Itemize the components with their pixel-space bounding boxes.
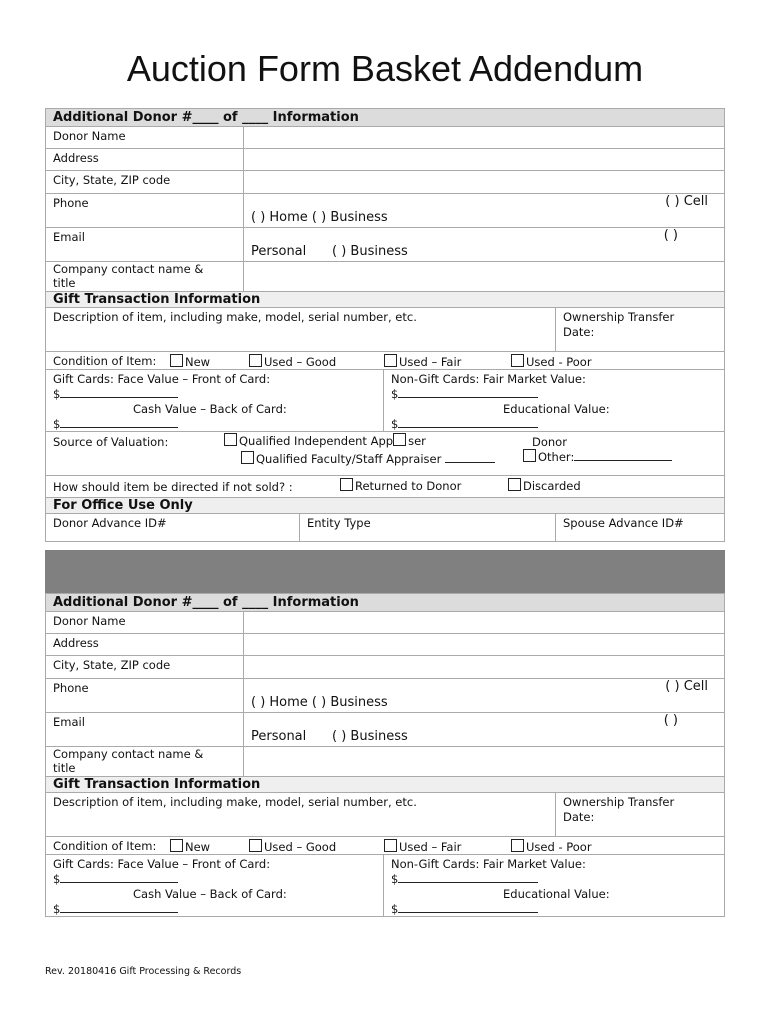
giftcards-face-label: Gift Cards: Face Value – Front of Card:	[53, 372, 271, 386]
email-field[interactable]	[244, 713, 724, 746]
company-label-line2: title	[53, 276, 76, 290]
description-field[interactable]	[46, 793, 556, 836]
other-label: Other:	[538, 450, 575, 464]
giftcards-row	[45, 855, 725, 917]
donor-advance-field[interactable]	[46, 514, 300, 541]
footer-revision: Rev. 20180416 Gift Processing & Records	[45, 966, 242, 977]
phone-home-business-option[interactable]: ( ) Home ( ) Business	[251, 695, 388, 710]
donor-name-row	[45, 612, 725, 634]
ownership-date-label: Date:	[563, 325, 595, 339]
condition-poor-checkbox[interactable]	[511, 354, 524, 367]
office-use-header: For Office Use Only	[45, 498, 725, 514]
ownership-label: Ownership Transfer	[563, 795, 675, 809]
condition-new-label: New	[185, 355, 211, 369]
address-row	[45, 149, 725, 171]
educational-label: Educational Value:	[503, 887, 610, 901]
city-label: City, State, ZIP code	[46, 656, 244, 678]
email-field[interactable]	[244, 228, 724, 261]
condition-field	[46, 839, 724, 854]
unsold-field	[46, 476, 724, 497]
nongift-label: Non-Gift Cards: Fair Market Value:	[391, 372, 586, 386]
phone-label: Phone	[46, 194, 244, 227]
condition-fair-checkbox[interactable]	[384, 354, 397, 367]
face-value-blank[interactable]	[60, 872, 178, 883]
other-checkbox[interactable]	[523, 449, 536, 462]
cash-value-blank[interactable]	[60, 417, 178, 428]
faculty-appraiser-label: Qualified Faculty/Staff Appraiser	[256, 452, 442, 466]
condition-new-label: New	[185, 840, 211, 854]
giftcards-right	[384, 370, 724, 431]
email-row	[45, 713, 725, 747]
condition-label: Condition of Item:	[53, 354, 157, 368]
donor-name-label: Donor Name	[46, 612, 244, 633]
condition-label: Condition of Item:	[53, 839, 157, 853]
office-row	[45, 514, 725, 542]
educational-value-blank[interactable]	[398, 417, 538, 428]
cash-value-blank[interactable]	[60, 902, 178, 913]
company-row	[45, 747, 725, 777]
condition-good-label: Used – Good	[264, 840, 337, 854]
condition-fair-label: Used – Fair	[399, 355, 462, 369]
discarded-label: Discarded	[523, 479, 581, 493]
donor-option-label: Donor	[532, 435, 567, 449]
condition-fair-checkbox[interactable]	[384, 839, 397, 852]
faculty-blank[interactable]	[445, 452, 495, 463]
giftcards-cash-label: Cash Value – Back of Card:	[133, 402, 287, 416]
address-label: Address	[46, 634, 244, 655]
gift-transaction-header: Gift Transaction Information	[45, 292, 725, 308]
address-field[interactable]	[244, 634, 724, 655]
section-separator	[45, 550, 725, 594]
address-field[interactable]	[244, 149, 724, 170]
description-label: Description of item, including make, model, serial number, etc.	[53, 310, 417, 324]
phone-cell-option[interactable]: ( ) Cell	[665, 194, 708, 209]
educational-value-blank[interactable]	[398, 902, 538, 913]
company-label-line1: Company contact name &	[53, 747, 204, 761]
other-blank[interactable]	[574, 450, 672, 461]
page-title: Auction Form Basket Addendum	[126, 48, 644, 89]
email-label: Email	[46, 713, 244, 746]
giftcards-cash-label: Cash Value – Back of Card:	[133, 887, 287, 901]
company-label-line2: title	[53, 761, 76, 775]
condition-new-checkbox[interactable]	[170, 839, 183, 852]
donor-name-field[interactable]	[244, 612, 724, 633]
email-personal-option[interactable]: Personal	[251, 244, 307, 259]
phone-label: Phone	[46, 679, 244, 712]
unsold-row	[45, 476, 725, 498]
entity-type-field[interactable]	[300, 514, 556, 541]
description-row	[45, 793, 725, 837]
appraiser-suffix: ser	[408, 434, 426, 448]
giftcards-row	[45, 370, 725, 432]
giftcards-left	[46, 855, 384, 916]
condition-new-checkbox[interactable]	[170, 354, 183, 367]
city-row	[45, 656, 725, 679]
educational-label: Educational Value:	[503, 402, 610, 416]
dollar-sign: $	[391, 417, 399, 431]
condition-poor-label: Used - Poor	[526, 355, 592, 369]
dollar-sign: $	[53, 872, 61, 886]
ownership-field[interactable]	[556, 793, 724, 836]
phone-field[interactable]	[244, 194, 724, 227]
giftcards-face-label: Gift Cards: Face Value – Front of Card:	[53, 857, 271, 871]
dollar-sign: $	[53, 417, 61, 431]
city-field[interactable]	[244, 656, 724, 678]
market-value-blank[interactable]	[398, 872, 538, 883]
condition-row	[45, 352, 725, 370]
city-row	[45, 171, 725, 194]
address-label: Address	[46, 149, 244, 170]
unsold-question: How should item be directed if not sold? :	[53, 480, 293, 494]
donor-section-2	[45, 593, 725, 917]
city-label: City, State, ZIP code	[46, 171, 244, 193]
company-field[interactable]	[244, 262, 724, 291]
giftcards-right	[384, 855, 724, 916]
qualified-independent-label: Qualified Independent App	[239, 434, 394, 448]
discarded-checkbox[interactable]	[508, 478, 521, 491]
ownership-date-label: Date:	[563, 810, 595, 824]
email-business-option[interactable]: ( ) Business	[332, 729, 408, 744]
returned-label: Returned to Donor	[355, 479, 462, 493]
email-paren-option[interactable]: ( )	[663, 228, 678, 243]
spouse-advance-field[interactable]	[556, 514, 724, 541]
phone-home-business-option[interactable]: ( ) Home ( ) Business	[251, 210, 388, 225]
description-field[interactable]	[46, 308, 556, 351]
email-business-option[interactable]: ( ) Business	[332, 244, 408, 259]
returned-checkbox[interactable]	[340, 478, 353, 491]
email-personal-option[interactable]: Personal	[251, 729, 307, 744]
description-label: Description of item, including make, model, serial number, etc.	[53, 795, 417, 809]
entity-type-label: Entity Type	[307, 516, 371, 530]
dollar-sign: $	[53, 902, 61, 916]
donor-header: Additional Donor #____ of ____ Information	[45, 593, 725, 612]
phone-row	[45, 194, 725, 228]
donor-name-label: Donor Name	[46, 127, 244, 148]
condition-good-checkbox[interactable]	[249, 354, 262, 367]
market-value-blank[interactable]	[398, 387, 538, 398]
condition-good-label: Used – Good	[264, 355, 337, 369]
appraiser-checkbox[interactable]	[393, 433, 406, 446]
condition-poor-checkbox[interactable]	[511, 839, 524, 852]
ownership-label: Ownership Transfer	[563, 310, 675, 324]
qualified-independent-checkbox[interactable]	[224, 433, 237, 446]
email-row	[45, 228, 725, 262]
dollar-sign: $	[391, 902, 399, 916]
donor-header: Additional Donor #____ of ____ Information	[45, 108, 725, 127]
condition-row	[45, 837, 725, 855]
valuation-field	[46, 432, 724, 475]
valuation-label: Source of Valuation:	[53, 435, 169, 449]
phone-row	[45, 679, 725, 713]
donor-name-field[interactable]	[244, 127, 724, 148]
email-label: Email	[46, 228, 244, 261]
faculty-appraiser-checkbox[interactable]	[241, 451, 254, 464]
company-field[interactable]	[244, 747, 724, 776]
description-row	[45, 308, 725, 352]
dollar-sign: $	[391, 387, 399, 401]
company-label	[46, 747, 244, 776]
spouse-advance-label: Spouse Advance ID#	[563, 516, 684, 530]
condition-good-checkbox[interactable]	[249, 839, 262, 852]
donor-name-row	[45, 127, 725, 149]
company-row	[45, 262, 725, 292]
donor-section-1	[45, 108, 725, 542]
address-row	[45, 634, 725, 656]
condition-field	[46, 354, 724, 369]
ownership-field[interactable]	[556, 308, 724, 351]
giftcards-left	[46, 370, 384, 431]
phone-cell-option[interactable]: ( ) Cell	[665, 679, 708, 694]
phone-field[interactable]	[244, 679, 724, 712]
gift-transaction-header: Gift Transaction Information	[45, 777, 725, 793]
dollar-sign: $	[391, 872, 399, 886]
dollar-sign: $	[53, 387, 61, 401]
company-label-line1: Company contact name &	[53, 262, 204, 276]
donor-advance-label: Donor Advance ID#	[53, 516, 167, 530]
valuation-row	[45, 432, 725, 476]
company-label	[46, 262, 244, 291]
condition-fair-label: Used – Fair	[399, 840, 462, 854]
city-field[interactable]	[244, 171, 724, 193]
nongift-label: Non-Gift Cards: Fair Market Value:	[391, 857, 586, 871]
email-paren-option[interactable]: ( )	[663, 713, 678, 728]
condition-poor-label: Used - Poor	[526, 840, 592, 854]
face-value-blank[interactable]	[60, 387, 178, 398]
